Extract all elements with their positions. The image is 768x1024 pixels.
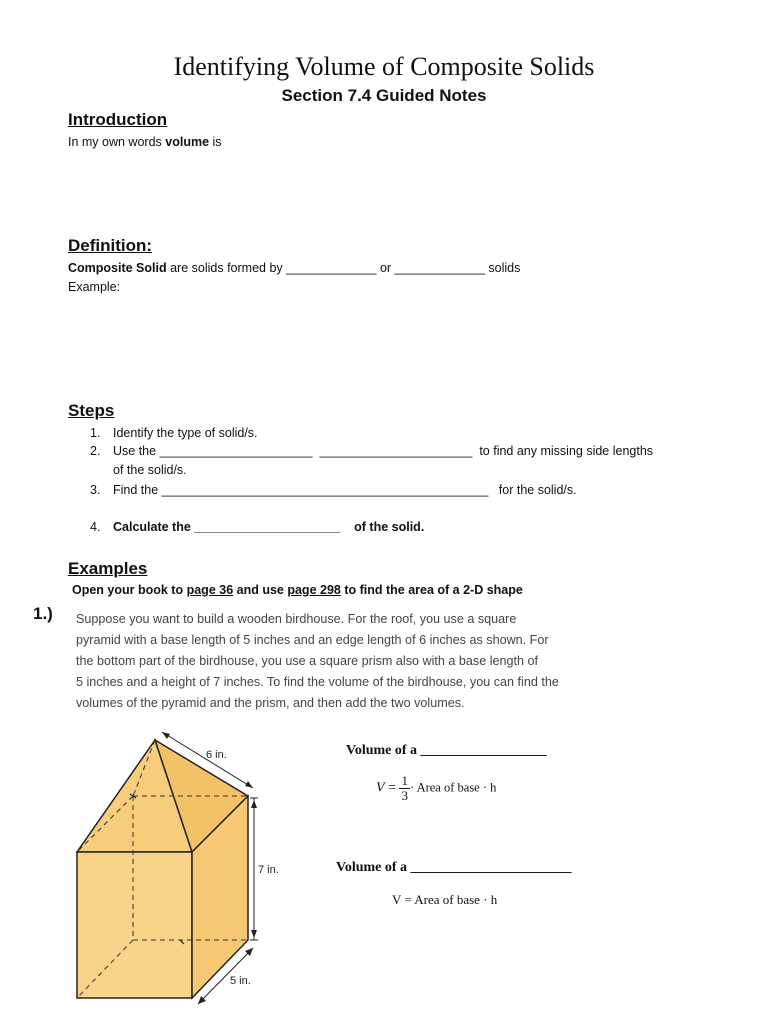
- step-1-number: 1.: [90, 426, 101, 440]
- fraction-denominator: 3: [401, 788, 408, 803]
- definition-text: are solids formed by _____________ or _____________ solids: [166, 261, 521, 275]
- definition-example-label: Example:: [68, 280, 121, 294]
- example-1-problem: [76, 609, 636, 714]
- definition-term: Composite Solid: [68, 261, 167, 275]
- one-third-fraction: [399, 774, 410, 803]
- step-2-text-cont: of the solid/s.: [113, 463, 187, 477]
- steps-heading: Steps: [68, 401, 115, 420]
- birdhouse-figure: [70, 728, 310, 1018]
- step-2-number: 2.: [90, 444, 101, 458]
- formula-rest: · Area of base · h: [409, 780, 497, 795]
- step-4-text: Calculate the _____________________ of the solid.: [113, 520, 425, 534]
- formula-equals: =: [384, 780, 400, 796]
- arrow-head: [251, 800, 257, 808]
- introduction-term: volume: [165, 135, 210, 149]
- introduction-text-prefix: In my own words: [68, 135, 166, 149]
- problem-line: the bottom part of the birdhouse, you use a square prism also with a base length of: [76, 654, 539, 668]
- introduction-heading: Introduction: [68, 110, 168, 129]
- page-subtitle: Section 7.4 Guided Notes: [281, 86, 487, 105]
- page-298-link[interactable]: page 298: [287, 583, 341, 597]
- problem-line: 5 inches and a height of 7 inches. To find the volume of the birdhouse, you can find the: [76, 675, 559, 689]
- arrow-head: [251, 930, 257, 938]
- definition-heading: Definition:: [68, 236, 153, 255]
- step-3-number: 3.: [90, 483, 101, 497]
- problem-line: volumes of the pyramid and the prism, and then add the two volumes.: [76, 696, 465, 710]
- prism-volume-formula: V = Area of base · h: [392, 892, 498, 907]
- page-36-link[interactable]: page 36: [186, 583, 234, 597]
- examples-heading: Examples: [68, 559, 148, 578]
- problem-line: pyramid with a base length of 5 inches and an edge length of 6 inches as shown. For: [76, 633, 549, 647]
- instruction-text-b: and use: [233, 583, 288, 597]
- formula-variable-v: V: [376, 780, 385, 796]
- volume-label-2: Volume of a _______________________: [336, 860, 572, 875]
- introduction-text: [68, 135, 222, 149]
- instruction-text-a: Open your book to: [72, 583, 187, 597]
- pyramid-volume-formula: [376, 774, 496, 803]
- definition-sentence: [68, 261, 520, 275]
- prism-front-face: [77, 852, 192, 998]
- page-title: Identifying Volume of Composite Solids: [173, 52, 595, 81]
- step-4-number: 4.: [90, 520, 101, 534]
- height-label: 7 in.: [258, 864, 279, 876]
- examples-instruction: [72, 583, 523, 597]
- example-1-number: 1.): [33, 604, 53, 623]
- introduction-text-suffix: is: [209, 135, 222, 149]
- edge-label: 6 in.: [206, 749, 227, 761]
- step-2-text: Use the ______________________ ______________________ to find any missing side lengths: [113, 444, 654, 458]
- arrow-head: [162, 732, 170, 739]
- step-3-text: Find the _______________________________________________ for the solid/s.: [113, 483, 577, 497]
- problem-line: Suppose you want to build a wooden birdhouse. For the roof, you use a square: [76, 612, 517, 626]
- step-1-text: Identify the type of solid/s.: [113, 426, 258, 440]
- volume-label-1: Volume of a __________________: [346, 743, 547, 758]
- arrow-head: [245, 781, 253, 788]
- fraction-numerator: 1: [401, 773, 408, 788]
- instruction-text-c: to find the area of a 2-D shape: [340, 583, 523, 597]
- base-label: 5 in.: [230, 975, 251, 987]
